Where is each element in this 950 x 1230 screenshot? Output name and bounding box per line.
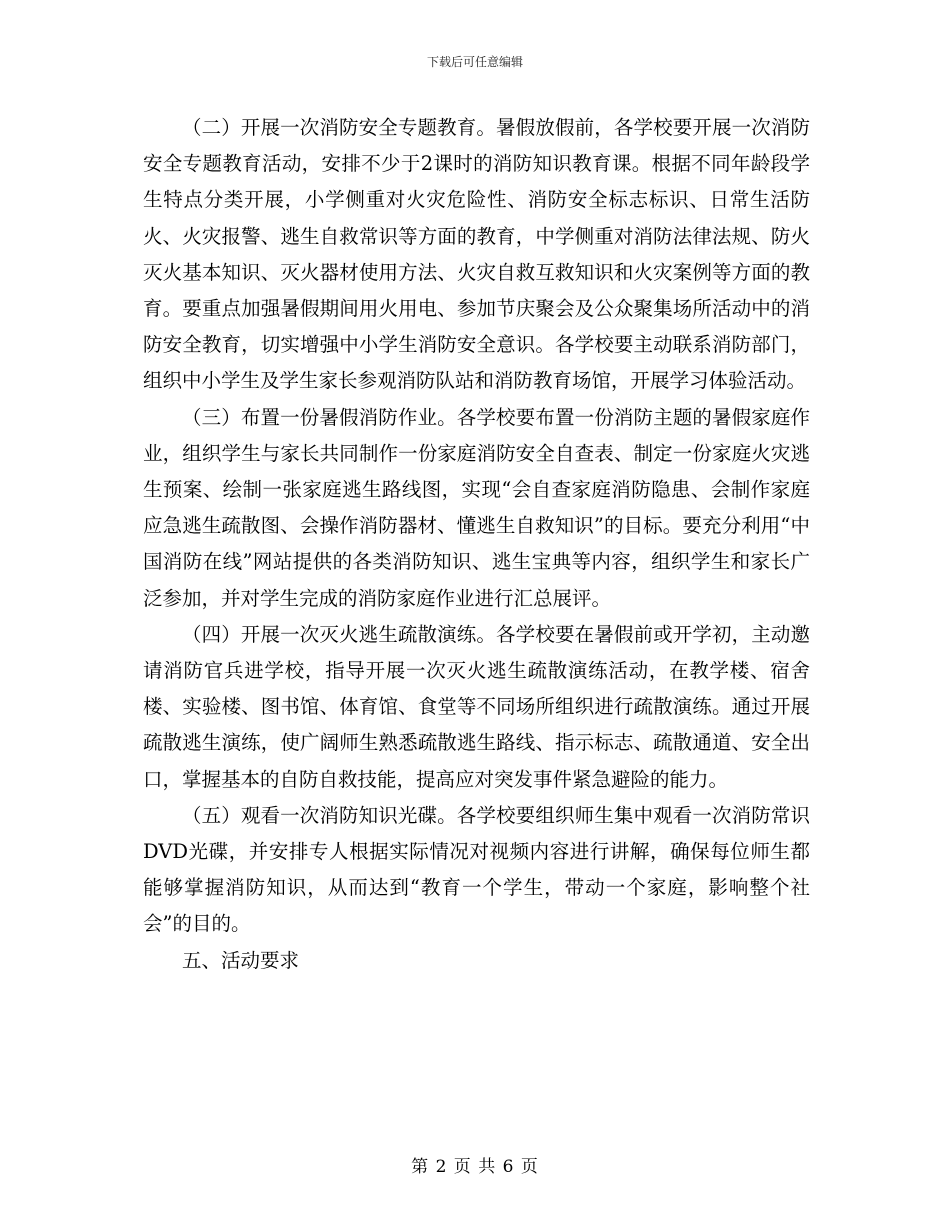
paragraph-dvd: （五）观看一次消防知识光碟。各学校要组织师生集中观看一次消防常识DVD光碟，并安排专人根据实际情况对视频内容进行讲解，确保每位师生都能够掌握消防知识，从而达到“教育一个学生，带动一个家庭，影响整个社会”的目的。 — [143, 803, 810, 936]
paragraph-education: （二）开展一次消防安全专题教育。暑假放假前，各学校要开展一次消防安全专题教育活动，安排不少于2课时的消防知识教育课。根据不同年龄段学生特点分类开展，小学侧重对火灾危险性、消防安全标志标识、日常生活防火、火灾报警、逃生自救常识等方面的教育，中学侧重对消防法律法规、防火灭火基本知识、灭火器材使用方法、火灾自救互救知识和火灾案例等方面的教育。要重点加强暑假期间用火用电、参加节庆聚会及公众聚集场所活动中的消防安全教育，切实增强中小学生消防安全意识。各学校要主动联系消防部门，组织中小学生及学生家长参观消防队站和消防教育场馆，开展学习体验活动。 — [143, 116, 810, 393]
page-header: 下载后可任意编辑 — [426, 55, 523, 69]
paragraph-drill: （四）开展一次灭火逃生疏散演练。各学校要在暑假前或开学初，主动邀请消防官兵进学校，指导开展一次灭火逃生疏散演练活动，在教学楼、宿舍楼、实验楼、图书馆、体育馆、食堂等不同场所组织进行疏散演练。通过开展疏散逃生演练，使广阔师生熟悉疏散逃生路线、指示标志、疏散通道、安全出口，掌握基本的自防自救技能，提高应对突发事件紧急避险的能力。 — [143, 622, 810, 791]
page-number: 第 2 页 共 6 页 — [411, 1157, 539, 1177]
section-heading: 五、活动要求 — [182, 948, 300, 972]
paragraph-homework: （三）布置一份暑假消防作业。各学校要布置一份消防主题的暑假家庭作业，组织学生与家长共同制作一份家庭消防安全自查表、制定一份家庭火灾逃生预案、绘制一张家庭逃生路线图，实现“会自查家庭消防隐患、会制作家庭应急逃生疏散图、会操作消防器材、懂逃生自救知识”的目标。要充分利用“中国消防在线”网站提供的各类消防知识、逃生宝典等内容，组织学生和家长广泛参加，并对学生完成的消防家庭作业进行汇总展评。 — [143, 405, 810, 610]
document-body — [143, 110, 810, 979]
